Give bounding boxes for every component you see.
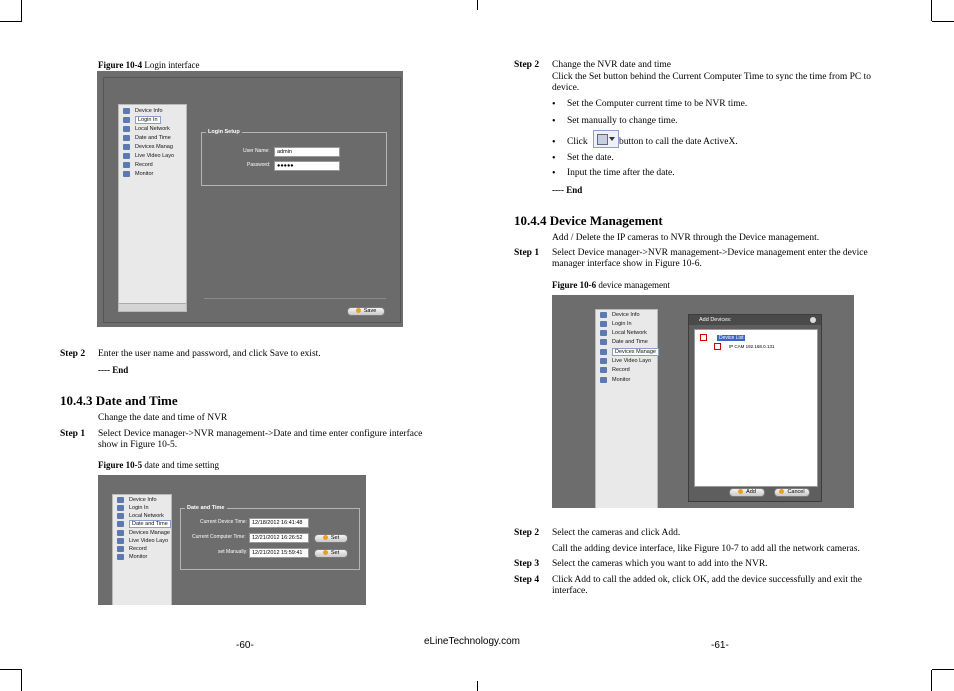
device-info-icon: [123, 108, 130, 114]
divider: [204, 298, 386, 299]
tree-item-live-video[interactable]: Live Video Layo: [117, 537, 168, 546]
tree-item-device-info[interactable]: Device Info: [117, 496, 157, 505]
clock-icon: [123, 135, 130, 141]
devices-icon: [117, 530, 124, 536]
tree-item-device-info[interactable]: Device Info: [600, 311, 640, 320]
device-management-screenshot: [552, 295, 854, 508]
tree-item-device-info[interactable]: Device Info: [123, 107, 163, 116]
current-device-time-field: 12/18/2012 16:41:48: [249, 518, 309, 528]
tree-item-live-video[interactable]: Live Video Layo: [123, 152, 174, 161]
end-marker: ---- End: [98, 365, 129, 375]
calendar-dropdown-icon[interactable]: [593, 130, 619, 148]
tree-item-live-video[interactable]: Live Video Layo: [600, 357, 651, 366]
record-icon: [117, 546, 124, 552]
set-manually-label: set Manually:: [218, 549, 248, 555]
clock-icon: [600, 339, 607, 345]
step-label: Step 2: [514, 60, 540, 70]
device-info-icon: [117, 497, 124, 503]
tree-item-record[interactable]: Record: [123, 161, 153, 170]
section-intro: Change the date and time of NVR: [98, 413, 228, 423]
crop-mark: [932, 21, 954, 22]
horizontal-scrollbar[interactable]: [119, 303, 186, 311]
bullet-item: • Set the Computer current time to be NVR time.: [567, 99, 747, 110]
panel-title: Date and Time: [187, 505, 225, 511]
current-computer-time-field: 12/21/2012 16:26:52: [249, 533, 309, 543]
devices-icon: [600, 349, 607, 355]
bullet-item: • Set the date.: [567, 153, 614, 164]
tree-item-devices-manage[interactable]: Devices Manage: [117, 529, 170, 538]
footer-site: eLineTechnology.com: [424, 636, 520, 647]
login-icon: [117, 505, 124, 511]
step-text: Select the cameras which you want to add into the NVR.: [552, 559, 768, 569]
network-icon: [600, 330, 607, 336]
section-intro: Add / Delete the IP cameras to NVR through the Device management.: [552, 233, 820, 243]
page-number: -61-: [711, 640, 729, 651]
tree-item-date-time[interactable]: Date and Time: [117, 520, 171, 529]
bullet-item: • Input the time after the date.: [567, 168, 675, 179]
step-label: Step 2: [514, 528, 540, 538]
monitor-icon: [117, 554, 124, 560]
crop-mark: [932, 669, 954, 670]
add-button[interactable]: Add: [729, 488, 765, 497]
figure-caption: Figure 10-5 date and time setting: [98, 460, 220, 470]
tree-item-login-in[interactable]: Login In: [600, 320, 632, 329]
device-list-box: [694, 329, 818, 487]
step-text: Select the cameras and click Add.: [552, 528, 681, 538]
checkbox-icon: [700, 334, 707, 341]
tree-item-devices-manage[interactable]: Devices Manag: [123, 143, 173, 152]
section-heading: 10.4.3 Date and Time: [60, 393, 178, 408]
crop-mark: [931, 0, 932, 21]
navigation-tree: [595, 309, 658, 508]
login-icon: [600, 321, 607, 327]
section-heading: 10.4.4 Device Management: [514, 213, 663, 228]
password-input[interactable]: ●●●●●: [274, 161, 340, 171]
current-device-time-label: Current Device Time:: [200, 519, 247, 525]
devices-icon: [123, 144, 130, 150]
figure-caption: Figure 10-4 Login interface: [98, 60, 200, 70]
tree-item-local-network[interactable]: Local Network: [600, 329, 647, 338]
crop-mark: [931, 670, 932, 691]
dialog-title-bar: [689, 315, 821, 325]
tree-item-devices-manage[interactable]: Devices Manage: [600, 348, 659, 357]
step-text: Select Device manager->NVR management->Device management enter the device manager interface show in Figure 10-6.: [552, 248, 868, 269]
tree-item-date-time[interactable]: Date and Time: [600, 338, 648, 347]
bullet-item: • Click: [567, 137, 588, 148]
tree-item-local-network[interactable]: Local Network: [117, 512, 164, 521]
close-icon[interactable]: [810, 317, 816, 323]
manual-time-input[interactable]: 12/21/2012 15:59:41: [249, 548, 309, 558]
user-name-label: User Name:: [243, 148, 270, 154]
end-marker: ---- End: [552, 185, 583, 195]
tree-item-monitor[interactable]: Monitor: [123, 170, 153, 179]
monitor-icon: [600, 377, 607, 383]
video-icon: [600, 358, 607, 364]
set-icon: [323, 550, 328, 555]
step-detail: Click the Set button behind the Current Computer Time to sync the time from PC to device.: [552, 72, 872, 93]
crop-mark: [21, 670, 22, 691]
device-list-item[interactable]: IP CAM 192.168.0.131: [714, 343, 774, 350]
crop-mark: [477, 0, 478, 10]
password-label: Password:: [247, 162, 271, 168]
login-setup-panel: [201, 129, 387, 186]
tree-item-login-in[interactable]: Login In: [117, 504, 149, 513]
page-number: -60-: [236, 640, 254, 651]
video-icon: [117, 538, 124, 544]
date-time-screenshot: [98, 475, 366, 605]
current-computer-time-label: Current Computer Time:: [192, 534, 246, 540]
save-button[interactable]: Save: [347, 307, 385, 316]
tree-item-login-in[interactable]: Login In: [123, 116, 161, 125]
monitor-icon: [123, 171, 130, 177]
user-name-input[interactable]: admin: [274, 147, 340, 157]
date-time-panel: [180, 505, 360, 570]
add-devices-dialog: [688, 314, 822, 502]
panel-title: Login Setup: [208, 129, 240, 135]
calendar-icon: [597, 134, 608, 145]
step-label: Step 3: [514, 559, 540, 569]
device-list-root[interactable]: Device List: [700, 334, 745, 342]
step-text: Change the NVR date and time: [552, 60, 671, 70]
login-screenshot: [97, 71, 403, 327]
sync-time-button[interactable]: Set: [314, 534, 348, 543]
crop-mark: [21, 0, 22, 21]
step-text: Click Add to call the added ok, click OK, add the device successfully and exit the interface.: [552, 575, 862, 596]
record-icon: [123, 162, 130, 168]
crop-mark: [0, 669, 22, 670]
video-icon: [123, 153, 130, 159]
navigation-tree: [118, 104, 187, 312]
tree-item-record[interactable]: Record: [600, 366, 630, 375]
step-text: Enter the user name and password, and click Save to exist.: [98, 349, 321, 359]
cancel-icon: [779, 489, 784, 494]
chevron-down-icon: [609, 137, 615, 141]
tree-item-date-time[interactable]: Date and Time: [123, 134, 171, 143]
set-manual-time-button[interactable]: Set: [314, 549, 348, 558]
tree-item-monitor[interactable]: Monitor: [600, 376, 630, 385]
device-info-icon: [600, 312, 607, 318]
step-label: Step 4: [514, 575, 540, 585]
clock-icon: [117, 521, 124, 527]
step-text: Select Device manager->NVR management->Date and time enter configure interface show in Figure 10-5.: [98, 429, 423, 450]
bullet-item: • Set manually to change time.: [567, 116, 678, 127]
dialog-title: Add Devices:: [699, 317, 732, 323]
tree-item-monitor[interactable]: Monitor: [117, 553, 147, 562]
step-text: Call the adding device interface, like Figure 10-7 to add all the network cameras.: [552, 544, 860, 554]
navigation-tree: [112, 494, 172, 605]
set-icon: [323, 535, 328, 540]
step-label: Step 2: [60, 349, 86, 359]
crop-mark: [477, 681, 478, 691]
tree-item-local-network[interactable]: Local Network: [123, 125, 170, 134]
step-label: Step 1: [60, 429, 86, 439]
login-icon: [123, 117, 130, 123]
crop-mark: [0, 21, 22, 22]
bullet-suffix: button to call the date ActiveX.: [619, 137, 738, 147]
network-icon: [117, 513, 124, 519]
tree-item-record[interactable]: Record: [117, 545, 147, 554]
network-icon: [123, 126, 130, 132]
record-icon: [600, 367, 607, 373]
cancel-button[interactable]: Cancel: [774, 488, 810, 497]
add-icon: [738, 489, 743, 494]
save-icon: [356, 308, 361, 313]
checkbox-icon: [714, 343, 721, 350]
step-label: Step 1: [514, 248, 540, 258]
figure-caption: Figure 10-6 device management: [552, 280, 671, 290]
